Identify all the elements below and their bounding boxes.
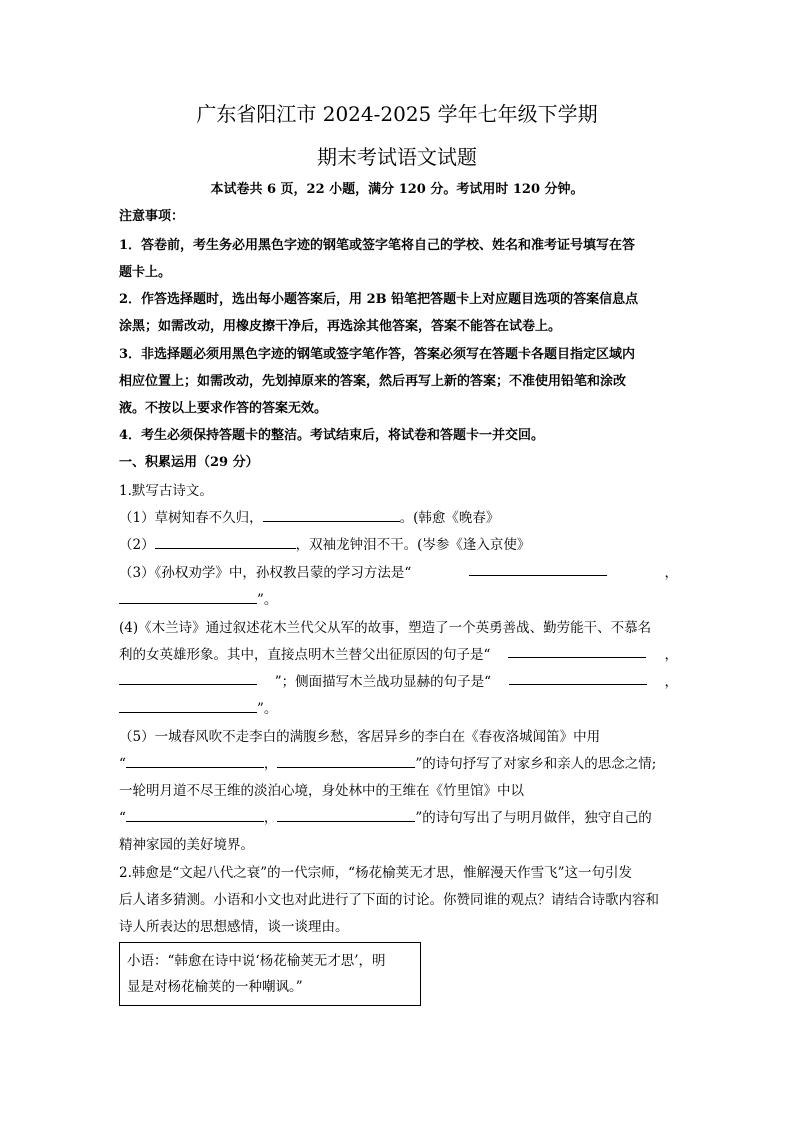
question-1-part-4-line3 <box>119 670 678 690</box>
question-1-part-4-line4 <box>119 697 678 717</box>
question-1-part-5-line1: （5）一城春风吹不走李白的满腹乡愁，客居异乡的李白在《春夜洛城闻笛》中用 <box>119 729 601 745</box>
question-1-title: 1.默写古诗文。 <box>119 483 213 499</box>
note-3-line2: 相应位置上；如需改动，先划掉原来的答案，然后再写上新的答案；不准使用铅笔和涂改 <box>119 374 627 389</box>
question-1-part-3 <box>119 561 678 581</box>
notes-heading: 注意事项： <box>119 209 185 224</box>
note-4: 4．考生必须保持答题卡的整洁。考试结束后，将试卷和答题卡一并交回。 <box>119 428 545 443</box>
answer-blank[interactable] <box>126 753 264 768</box>
exam-info: 本试卷共 6 页，22 小题，满分 120 分。考试用时 120 分钟。 <box>210 182 584 197</box>
part-5-text-g: ， <box>263 810 278 826</box>
note-3-line1: 3．非选择题必须用黑色字迹的钢笔或签字笔作答，答案必须写在答题卡各题目指定区域内 <box>119 347 636 362</box>
question-2-line3: 诗人所表达的思想感情，谈一谈理由。 <box>119 919 349 935</box>
note-3-line3: 液。不按以上要求作答的答案无效。 <box>119 401 328 416</box>
question-1-part-1 <box>119 506 678 526</box>
answer-blank[interactable] <box>469 561 607 576</box>
answer-blank[interactable] <box>263 507 400 522</box>
answer-blank[interactable] <box>155 534 296 549</box>
part-1-text-a: （1）草树知春不久归， <box>119 510 263 526</box>
question-2-line1: 2.韩愈是“文起八代之衰”的一代宗师，“杨花榆荚无才思，惟解漫天作雪飞”这一句引发 <box>119 865 632 881</box>
part-4-text-c: ， <box>664 647 678 663</box>
answer-blank[interactable] <box>277 807 415 822</box>
section-1-heading: 一、积累运用（29 分） <box>119 455 259 470</box>
question-2-line2: 后人诸多猜测。小语和小文也对此进行了下面的讨论。你赞同谁的观点？请结合诗歌内容和 <box>119 892 659 908</box>
part-4-text-b: 利的女英雄形象。其中，直接点明木兰替父出征原因的句子是“ <box>119 647 491 663</box>
answer-blank[interactable] <box>509 670 647 685</box>
part-4-text-d: ”；侧面描写木兰战功显赫的句子是“ <box>274 674 492 690</box>
part-3-text-a: （3）《孙权劝学》中，孙权教吕蒙的学习方法是“ <box>119 565 412 581</box>
part-4-text-f: ”。 <box>257 701 278 717</box>
question-1-part-2 <box>119 533 678 553</box>
answer-blank[interactable] <box>119 589 257 604</box>
question-1-part-3-cont <box>119 588 678 608</box>
part-3-text-b: ， <box>664 565 678 581</box>
part-2-text-a: （2） <box>119 537 155 553</box>
question-1-part-4-line2 <box>119 643 678 663</box>
part-5-text-f: “ <box>119 810 126 826</box>
note-2-line1: 2．作答选择题时，选出每小题答案后，用 2B 铅笔把答题卡上对应题目选项的答案信息点 <box>119 292 639 307</box>
answer-blank[interactable] <box>119 698 257 713</box>
part-5-text-h: ”的诗句写出了与明月做伴，独守自己的 <box>415 810 652 826</box>
part-4-text-e: ， <box>664 674 678 690</box>
discussion-box-line1: 小语：“韩愈在诗中说‘杨花榆荚无才思’，明 <box>127 953 386 969</box>
answer-blank[interactable] <box>119 670 257 685</box>
answer-blank[interactable] <box>126 807 264 822</box>
part-3-text-c: ”。 <box>257 592 278 608</box>
discussion-box-xiaoyu <box>119 942 421 1006</box>
note-1-line2: 题卡上。 <box>119 265 172 280</box>
question-1-part-5-line5: 精神家园的美好境界。 <box>119 837 254 853</box>
part-1-text-b: 。(韩愈《晚春》 <box>399 510 500 526</box>
exam-title-line1: 广东省阳江市 2024-2025 学年七年级下学期 <box>196 102 598 126</box>
part-5-text-d: ”的诗句抒写了对家乡和亲人的思念之情; <box>415 756 657 772</box>
part-5-text-c: ， <box>263 756 278 772</box>
question-1-part-5-line2 <box>119 752 678 772</box>
answer-blank[interactable] <box>277 753 415 768</box>
note-2-line2: 涂黑；如需改动，用橡皮擦干净后，再选涂其他答案，答案不能答在试卷上。 <box>119 319 562 334</box>
discussion-box-line2: 显是对杨花榆荚的一种嘲讽。” <box>127 979 303 995</box>
part-5-text-b: “ <box>119 756 126 772</box>
exam-title-line2: 期末考试语文试题 <box>317 145 477 169</box>
question-1-part-5-line3: 一轮明月道不尽王维的淡泊心境，身处林中的王维在《竹里馆》中以 <box>119 783 524 799</box>
part-2-text-b: ，双袖龙钟泪不干。(岑参《逢入京使》 <box>295 537 531 553</box>
question-1-part-4-line1: (4)《木兰诗》通过叙述花木兰代父从军的故事，塑造了一个英勇善战、勤劳能干、不慕名 <box>119 620 652 636</box>
answer-blank[interactable] <box>508 643 646 658</box>
note-1-line1: 1．答卷前，考生务必用黑色字迹的钢笔或签字笔将自己的学校、姓名和准考证号填写在答 <box>119 238 636 253</box>
question-1-part-5-line4 <box>119 806 678 826</box>
